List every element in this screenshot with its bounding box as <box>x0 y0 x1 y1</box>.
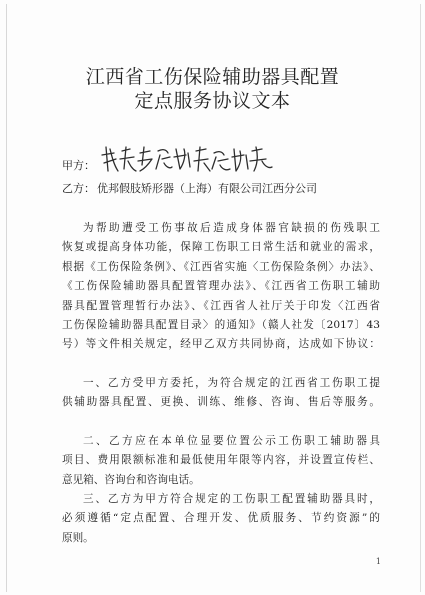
text-line: 工伤保险辅助器具配置目录〉的通知》（赣人社发〔2017〕43 <box>62 319 380 332</box>
text-line: 二、乙方应在本单位显要位置公示工伤职工辅助器具 <box>83 435 380 447</box>
text-line: 意见箱、咨询台和咨询电话。 <box>62 473 200 486</box>
party-b-row <box>62 180 317 196</box>
party-b-label: 乙方： <box>62 182 95 195</box>
text-line: 原则。 <box>62 531 94 544</box>
page-number: 1 <box>375 557 381 566</box>
document-title-line-2: 定点服务协议文本 <box>134 90 291 112</box>
text-line: 根据《工伤保险条例》、《江西省实施〈工伤保险条例〉办法》、 <box>62 260 380 273</box>
paragraph-clause-3 <box>62 490 380 548</box>
text-line: 三、乙方为甲方符合规定的工伤职工配置辅助器具时， <box>83 493 380 505</box>
party-b-name: 优邦假肢矫形器（上海）有限公司江西分公司 <box>97 182 317 195</box>
text-line: 《工伤保险辅助器具配置管理办法》、《江西省工伤职工辅助 <box>62 280 380 293</box>
text-line: 恢复或提高身体功能，保障工伤职工日常生活和就业的需求， <box>62 241 380 254</box>
text-line: 供辅助器具配置、更换、训练、维修、咨询、售后等服务。 <box>62 396 380 409</box>
paragraph-clause-1 <box>62 374 380 413</box>
text-line: 器具配置管理暂行办法》、《江西省人社厅关于印发〈江西省 <box>62 299 380 312</box>
text-line: 号）等文件相关规定，经甲乙双方共同协商，达成如下协议： <box>62 338 380 351</box>
paragraph-clause-2 <box>62 432 380 490</box>
party-a-label: 甲方： <box>62 159 95 172</box>
text-line: 必须遵循“定点配置、合理开发、优质服务、节约资源”的 <box>62 512 380 525</box>
party-a-handwritten-signature <box>100 141 275 175</box>
document-title-line-1: 江西省工伤保险辅助器具配置 <box>85 66 340 88</box>
party-a-row <box>62 157 95 173</box>
paragraph-preamble <box>62 219 380 355</box>
text-line: 项目、费用限额标准和最低使用年限等内容，并设置宣传栏、 <box>62 454 380 467</box>
text-line: 一、乙方受甲方委托，为符合规定的江西省工伤职工提 <box>83 377 380 389</box>
text-line: 为帮助遭受工伤事故后造成身体器官缺损的伤残职工 <box>83 222 380 234</box>
